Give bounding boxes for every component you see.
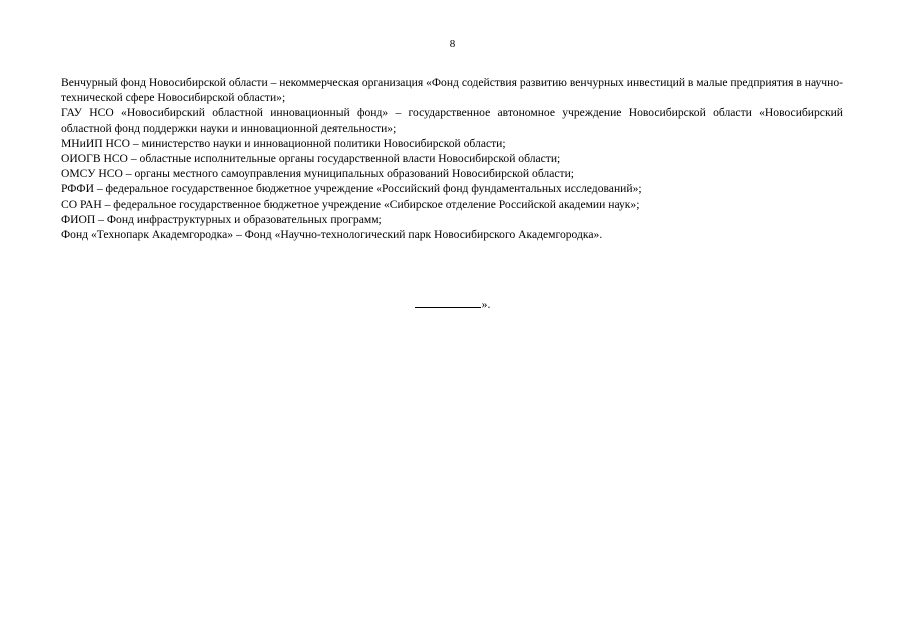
definition-item: Фонд «Технопарк Академгородка» – Фонд «Научно-технологический парк Новосибирского Академгородка». xyxy=(61,228,603,242)
definition-item: СО РАН – федеральное государственное бюджетное учреждение «Сибирское отделение Российской академии наук»; xyxy=(61,197,640,211)
definition-item: ОИОГВ НСО – областные исполнительные органы государственной власти Новосибирской области; xyxy=(61,152,561,166)
closing-quote: ». xyxy=(481,298,491,311)
definition-item: ОМСУ НСО – органы местного самоуправления муниципальных образований Новосибирской области; xyxy=(61,167,574,181)
page-number: 8 xyxy=(449,38,456,50)
definition-item: РФФИ – федеральное государственное бюджетное учреждение «Российский фонд фундаментальных исследований»; xyxy=(61,182,642,196)
definition-item: МНиИП НСО – министерство науки и инновационной политики Новосибирской области; xyxy=(61,136,506,150)
closing-underline xyxy=(415,296,481,308)
closing-mark xyxy=(0,296,905,312)
definition-item: ФИОП – Фонд инфраструктурных и образовательных программ; xyxy=(61,212,382,226)
definition-item: Венчурный фонд Новосибирской области – некоммерческая организация «Фонд содействия развитию венчурных инвестиций в малые предприятия в научно-технической сфере Новосибирской области»; xyxy=(61,76,843,105)
definitions-list xyxy=(61,75,843,242)
definition-item: ГАУ НСО «Новосибирский областной инновационный фонд» – государственное автономное учреждение Новосибирской области «Новосибирский областной фонд поддержки науки и инновационной деятельности»; xyxy=(61,106,843,135)
